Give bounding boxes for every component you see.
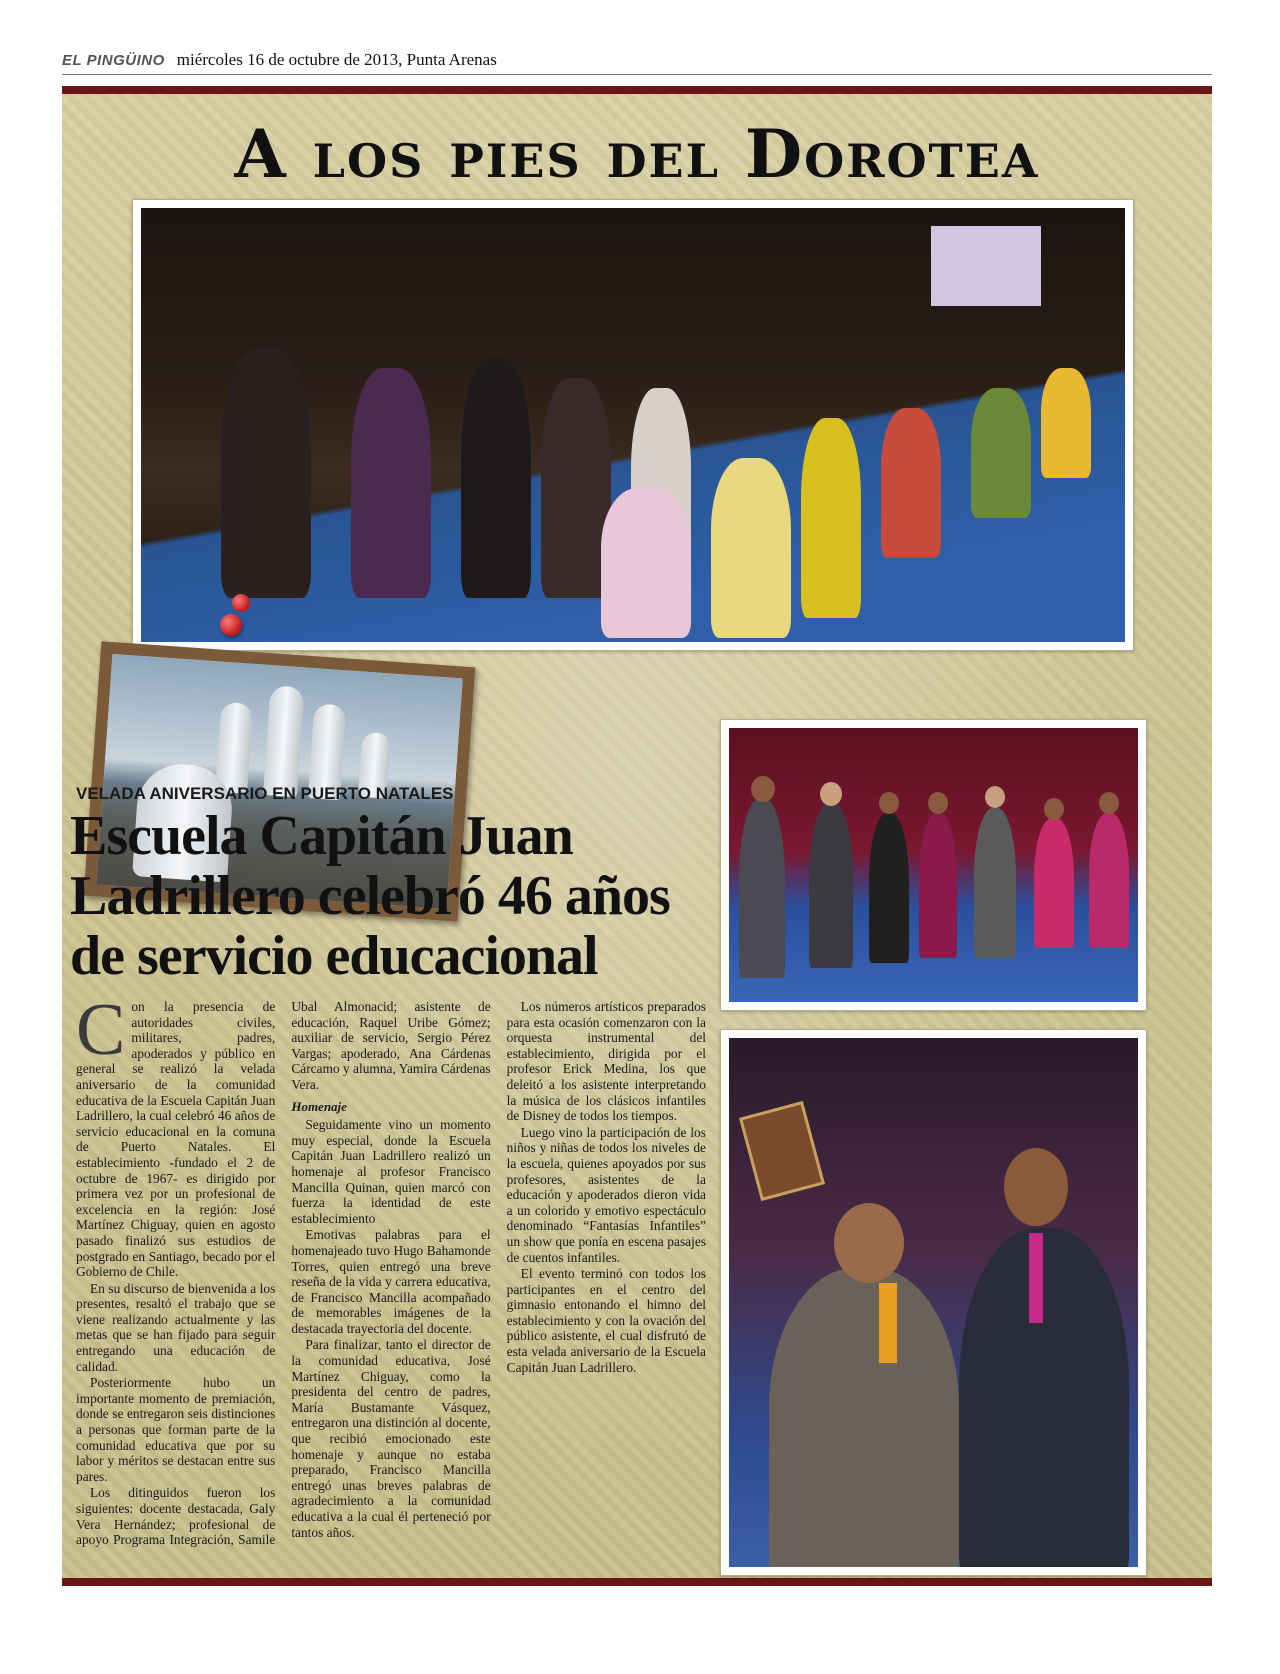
- photo-stage-image: [141, 208, 1125, 642]
- honoree-figure: [769, 1268, 959, 1567]
- article-paragraph: Emotivas palabras para el homenajeado tuvo Hugo Bahamonde Torres, quien entregó una breve reseña de la vida y carrera educativa, de Francisco Mancilla acompañado de memorables imágenes de la destacada trayectoria del docente.: [291, 1227, 491, 1336]
- photo-stage-performers: [132, 199, 1134, 651]
- crowd-figure: [971, 388, 1031, 518]
- person-head: [879, 792, 899, 814]
- person-figure: [919, 813, 957, 958]
- crowd-figure: [351, 368, 431, 598]
- crowd-figure: [221, 348, 311, 598]
- presenter-figure: [959, 1228, 1129, 1567]
- crowd-figure: [801, 418, 861, 618]
- article-subhead: Homenaje: [291, 1098, 347, 1114]
- issue-date: miércoles 16 de octubre de 2013, Punta Arenas: [176, 50, 497, 69]
- crowd-figure: [711, 458, 791, 638]
- red-pushpin-icon: [232, 594, 250, 612]
- person-head: [985, 786, 1005, 808]
- article-kicker: VELADA ANIVERSARIO EN PUERTO NATALES: [76, 784, 454, 803]
- person-head: [1099, 792, 1119, 814]
- article-title: Escuela Capitán Juan Ladrillero celebró 46 años de servicio educacional: [70, 805, 670, 987]
- monument-finger: [263, 685, 305, 797]
- presenter-tie: [1029, 1233, 1043, 1323]
- person-figure: [974, 808, 1016, 958]
- red-pushpin-icon: [220, 614, 242, 636]
- article-paragraph: Los números artísticos preparados para esta ocasión comenzaron con la orquesta instrumental del establecimiento, dirigida por el profesor Erick Medina, los que deleitó a los asistente interpretando la música de los clásicos infantiles de Disney de todos los tiempos.: [506, 999, 706, 1124]
- article-paragraph: Posteriormente hubo un importante momento de premiación, donde se entregaron seis distinciones a personas que forman parte de la comunidad educativa que por su labor y méritos se destacan entre sus pares.: [76, 1375, 276, 1484]
- newspaper-logo: EL PINGÜINO: [62, 52, 165, 69]
- honoree-head: [834, 1203, 904, 1283]
- person-head: [1044, 798, 1064, 820]
- article-paragraph: Para finalizar, tanto el director de la comunidad educativa, José Martínez Chiguay, como la presidenta del centro de padres, María Bustamante Vásquez, entregaron una distinción al docente, que recibió emocionado este homenaje y aunque no estaba preparado, Francisco Mancilla entregó unas breves palabras de agradecimiento a la comunidad educativa a la cual él perteneció por tantos años.: [291, 1337, 491, 1540]
- person-head: [751, 776, 775, 802]
- article-body: [76, 989, 706, 1559]
- presenter-head: [1004, 1148, 1068, 1226]
- plaque: [739, 1101, 825, 1201]
- person-figure: [739, 798, 785, 978]
- photo-recipients-image: [729, 728, 1138, 1002]
- person-figure: [1034, 818, 1074, 948]
- photo-tribute-image: [729, 1038, 1138, 1567]
- section-headline: A los pies del Dorotea: [234, 115, 1040, 193]
- article-paragraph: El evento terminó con todos los participantes en el centro del gimnasio entonando el himno del establecimiento y con la ovación del público asistente, el cual disfrutó de esta velada aniversario de la Escuela Capitán Juan Ladrillero.: [506, 1266, 706, 1375]
- crowd-figure: [461, 358, 531, 598]
- article-paragraph: Con la presencia de autoridades civiles, militares, padres, apoderados y público en general se realizó la velada aniversario de la comunidad educativa de la Escuela Capitán Juan Ladrillero, la cual celebró 46 años de servicio educacional en la comuna de Puerto Natales. El establecimiento -fundado el 2 de octubre de 1967- es dirigido por primera vez por un profesional de excelencia en la región: José Martínez Chiguay, quien en agosto pasado finalizó sus estudios de postgrado en Santiago, becado por el Gobierno de Chile.: [76, 989, 276, 1280]
- article-paragraph: Seguidamente vino un momento muy especial, donde la Escuela Capitán Juan Ladrillero realizó un homenaje al profesor Francisco Mancilla Quinan, quien marcó con fuerza la identidad de este establecimiento: [291, 1117, 491, 1226]
- person-head: [820, 782, 842, 806]
- masthead: [62, 50, 1212, 72]
- article-paragraph: En su discurso de bienvenida a los presentes, resaltó el trabajo que se viene realizando actualmente y las metas que se han fijado para seguir entregando una educación de calidad.: [76, 1280, 276, 1374]
- crowd-figure: [1041, 368, 1091, 478]
- crowd-figure: [881, 408, 941, 558]
- article-paragraph: Luego vino la participación de los niños y niñas de todos los niveles de la escuela, quienes apoyados por sus profesores, asistentes de la educación y apoderados dieron vida a un colorido y emotivo espectáculo denominado “Fantasías Infantiles” un show que ponía en escena pasajes de cuentos infantiles.: [506, 1124, 706, 1265]
- person-figure: [869, 813, 909, 963]
- person-figure: [1089, 813, 1129, 948]
- masthead-rule: [62, 74, 1212, 75]
- photo-tribute-plaque: [720, 1029, 1147, 1576]
- crowd-figure: [601, 488, 691, 638]
- honoree-tie: [879, 1283, 897, 1363]
- photo-award-recipients: [720, 719, 1147, 1011]
- page-panel: [62, 86, 1212, 1586]
- article-paragraph: Los ditinguidos fueron los siguientes: docente destacada, Galy Vera Hernández; profesional de apoyo Programa Integración, Samile Ubal Almonacid; asistente de educación, Raquel Uribe Gómez; auxiliar de servicio, Sergio Pérez Vargas; apoderado, Ana Cárdenas Cárcamo y alumna, Yamira Cárdenas Vera.: [76, 999, 491, 1548]
- person-figure: [809, 803, 853, 968]
- person-head: [928, 792, 948, 814]
- projection-screen: [931, 226, 1041, 306]
